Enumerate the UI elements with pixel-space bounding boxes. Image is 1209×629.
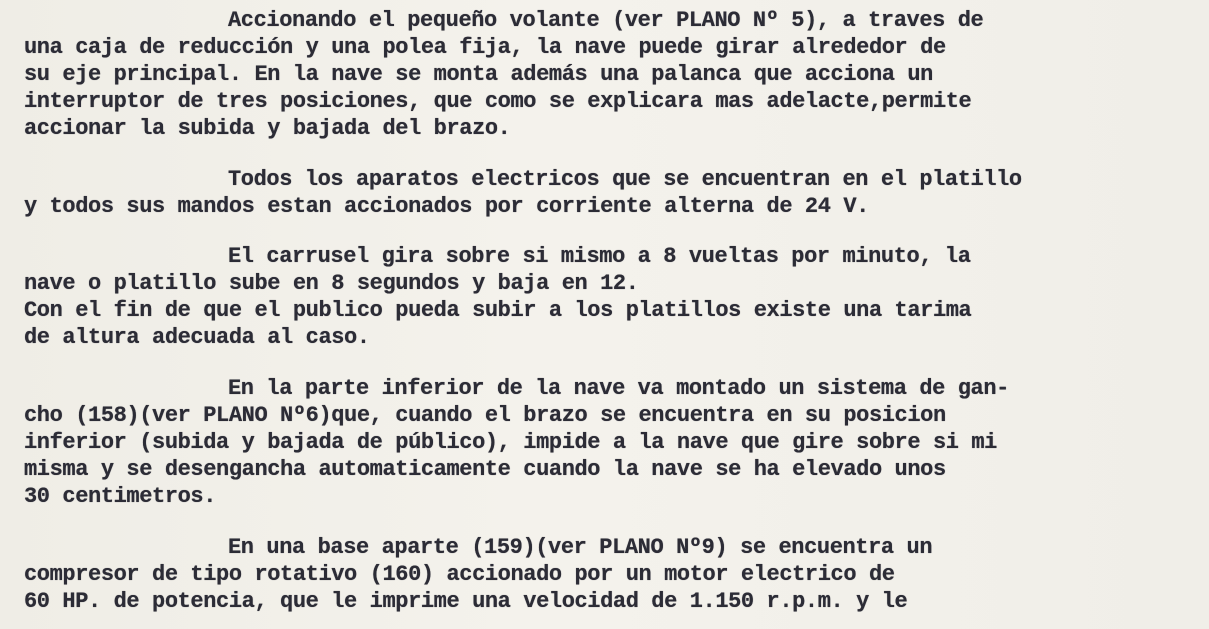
paragraph-3-line-3: Con el fin de que el publico pueda subir a los platillos existe una tarima bbox=[24, 298, 972, 323]
paragraph-1-line-4: interruptor de tres posiciones, que como se explicara mas adelacte,permite bbox=[24, 89, 972, 114]
paragraph-2-line-1: Todos los aparatos electricos que se encuentran en el platillo bbox=[228, 167, 1022, 192]
paragraph-4-line-5: 30 centimetros. bbox=[24, 484, 217, 509]
paragraph-3-line-1: El carrusel gira sobre si mismo a 8 vueltas por minuto, la bbox=[228, 244, 971, 269]
paragraph-5-line-3: 60 HP. de potencia, que le imprime una velocidad de 1.150 r.p.m. y le bbox=[24, 589, 908, 614]
paragraph-3-line-2: nave o platillo sube en 8 segundos y baja en 12. bbox=[24, 271, 639, 296]
paragraph-4-line-2: cho (158)(ver PLANO Nº6)que, cuando el brazo se encuentra en su posicion bbox=[24, 403, 946, 428]
paragraph-5-line-1: En una base aparte (159)(ver PLANO Nº9) se encuentra un bbox=[228, 535, 933, 560]
paragraph-2-line-2: y todos sus mandos estan accionados por corriente alterna de 24 V. bbox=[24, 194, 869, 219]
paragraph-1-line-5: accionar la subida y bajada del brazo. bbox=[24, 116, 511, 141]
paragraph-1-line-1: Accionando el pequeño volante (ver PLANO Nº 5), a traves de bbox=[228, 8, 984, 33]
paragraph-4-line-3: inferior (subida y bajada de público), impide a la nave que gire sobre si mi bbox=[24, 430, 997, 455]
paragraph-1-line-2: una caja de reducción y una polea fija, la nave puede girar alrededor de bbox=[24, 35, 946, 60]
paragraph-1-line-3: su eje principal. En la nave se monta además una palanca que acciona un bbox=[24, 62, 933, 87]
paragraph-3-line-4: de altura adecuada al caso. bbox=[24, 325, 370, 350]
paragraph-4-line-4: misma y se desengancha automaticamente cuando la nave se ha elevado unos bbox=[24, 457, 946, 482]
paragraph-5-line-2: compresor de tipo rotativo (160) accionado por un motor electrico de bbox=[24, 562, 895, 587]
paragraph-4-line-1: En la parte inferior de la nave va montado un sistema de gan- bbox=[228, 376, 1009, 401]
